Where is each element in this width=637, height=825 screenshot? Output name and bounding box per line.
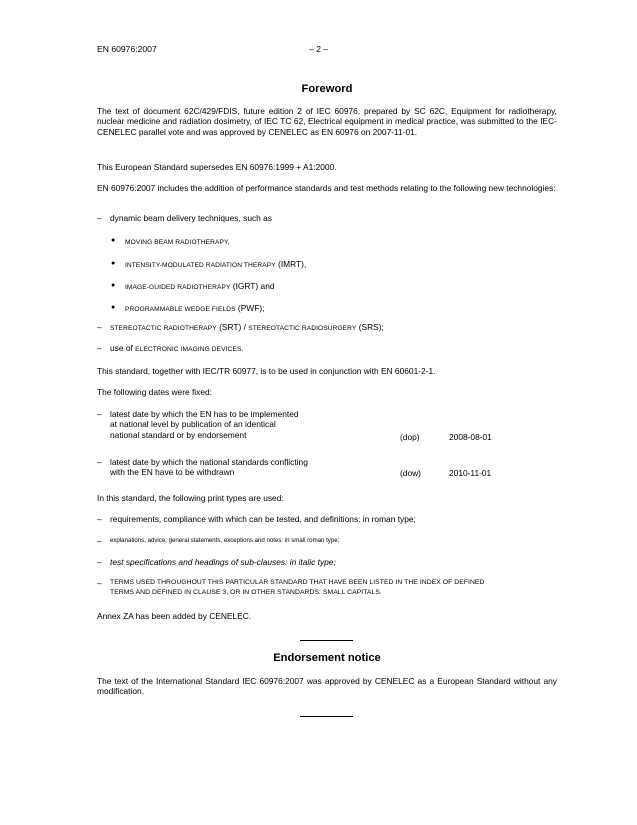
foreword-paragraph-2: This European Standard supersedes EN 60976:1999 + A1:2000. xyxy=(97,162,337,172)
date-item-text-line: national standard or by endorsement xyxy=(110,429,247,440)
print-type-small-caps xyxy=(97,578,557,598)
date-value: 2008-08-01 xyxy=(449,432,492,442)
foreword-paragraph-3: EN 60976:2007 includes the addition of performance standards and test methods relating to the following new technologies: xyxy=(97,183,556,193)
dash-marker: – xyxy=(97,578,102,588)
bullet-item-moving-beam xyxy=(111,236,551,248)
date-item-text-line: latest date by which the national standards conflicting xyxy=(110,457,308,467)
small-caps-term: PROGRAMMABLE WEDGE FIELDS xyxy=(125,306,236,313)
date-item-text-line: at national level by publication of an identical xyxy=(110,419,276,430)
print-type-text: requirements, compliance with which can be tested, and definitions: in roman type; xyxy=(110,514,416,524)
bullet-icon: ● xyxy=(111,304,116,311)
bullet-icon: ● xyxy=(111,237,116,244)
list-item-dynamic-beam xyxy=(97,213,557,223)
foreword-paragraph-4: This standard, together with IEC/TR 60977, is to be used in conjunction with EN 60601-2-1. xyxy=(97,366,436,376)
section-divider xyxy=(300,640,353,641)
list-item-stereotactic xyxy=(97,322,557,334)
list-item-text: dynamic beam delivery techniques, such as xyxy=(110,213,272,223)
dash-marker: – xyxy=(97,514,102,524)
foreword-paragraph-6: In this standard, the following print types are used: xyxy=(97,493,284,503)
abbreviation: (IGRT) and xyxy=(230,281,275,291)
abbreviation: (PWF); xyxy=(235,303,265,313)
date-code: (dow) xyxy=(400,468,421,478)
abbreviation: (IMRT), xyxy=(275,259,307,269)
dash-marker: – xyxy=(97,409,102,419)
date-value: 2010-11-01 xyxy=(449,468,492,478)
print-type-small-roman xyxy=(97,536,557,546)
bullet-item-imrt xyxy=(111,259,551,271)
list-item-imaging xyxy=(97,343,557,355)
date-code: (dop) xyxy=(400,432,420,442)
small-caps-term: INTENSITY-MODULATED RADIATION THERAPY xyxy=(125,262,276,269)
small-caps-term: STEREOTACTIC RADIOSURGERY xyxy=(248,325,357,332)
bullet-item-pwf xyxy=(111,303,551,315)
foreword-paragraph-7: Annex ZA has been added by CENELEC. xyxy=(97,611,252,621)
print-type-text: explanations, advice, general statements, exceptions and notes: in small roman type; xyxy=(110,537,340,544)
document-id: EN 60976:2007 xyxy=(97,44,157,54)
small-caps-term: STEREOTACTIC RADIOTHERAPY xyxy=(110,325,217,332)
bullet-icon: ● xyxy=(111,260,116,267)
abbreviation: (SRT) / xyxy=(216,322,249,332)
date-item-dop xyxy=(97,409,557,440)
print-type-text: TERMS USED THROUGHOUT THIS PARTICULAR STANDARD THAT HAVE BEEN LISTED IN THE INDEX OF DEFINED xyxy=(110,579,485,586)
date-item-text-line: latest date by which the EN has to be implemented xyxy=(110,409,299,419)
dash-marker: – xyxy=(97,343,102,353)
small-caps-term: ELECTRONIC IMAGING DEVICES. xyxy=(135,346,244,353)
bullet-icon: ● xyxy=(111,282,116,289)
small-caps-term: MOVING BEAM RADIOTHERAPY, xyxy=(125,239,230,246)
foreword-paragraph-1: The text of document 62C/429/FDIS, future edition 2 of IEC 60976, prepared by SC 62C, Equipment for radiotherapy, nuclear medicine and radiation dosimetry, of IEC TC 62, Electrical equipment in medical practice, was submitted to the IEC-CENELEC parallel vote and was approved by CENELEC as EN 60976 on 2007-11-01. xyxy=(97,106,557,137)
section-divider xyxy=(300,716,353,717)
print-type-text: test specifications and headings of sub-clauses: in italic type; xyxy=(110,557,336,567)
bullet-item-igrt xyxy=(111,281,551,293)
dash-marker: – xyxy=(97,536,102,546)
dash-marker: – xyxy=(97,213,102,223)
list-item-text: use of xyxy=(110,343,136,353)
dash-marker: – xyxy=(97,457,102,467)
date-item-text-line: with the EN have to be withdrawn xyxy=(110,467,235,478)
dash-marker: – xyxy=(97,557,102,567)
print-type-roman xyxy=(97,514,557,524)
foreword-paragraph-5: The following dates were fixed: xyxy=(97,387,212,397)
print-type-italic xyxy=(97,557,557,567)
page-number: – 2 – xyxy=(308,44,329,54)
small-caps-term: IMAGE-GUIDED RADIOTHERAPY xyxy=(125,284,231,291)
foreword-title: Foreword xyxy=(301,83,353,95)
print-type-text: TERMS AND DEFINED IN CLAUSE 3, OR IN OTHER STANDARDS: SMALL CAPITALS. xyxy=(110,589,382,597)
abbreviation: (SRS); xyxy=(356,322,384,332)
date-item-dow xyxy=(97,457,557,478)
dash-marker: – xyxy=(97,322,102,332)
endorsement-text: The text of the International Standard IEC 60976:2007 was approved by CENELEC as a European Standard without any modification. xyxy=(97,676,557,697)
endorsement-title: Endorsement notice xyxy=(273,652,381,664)
